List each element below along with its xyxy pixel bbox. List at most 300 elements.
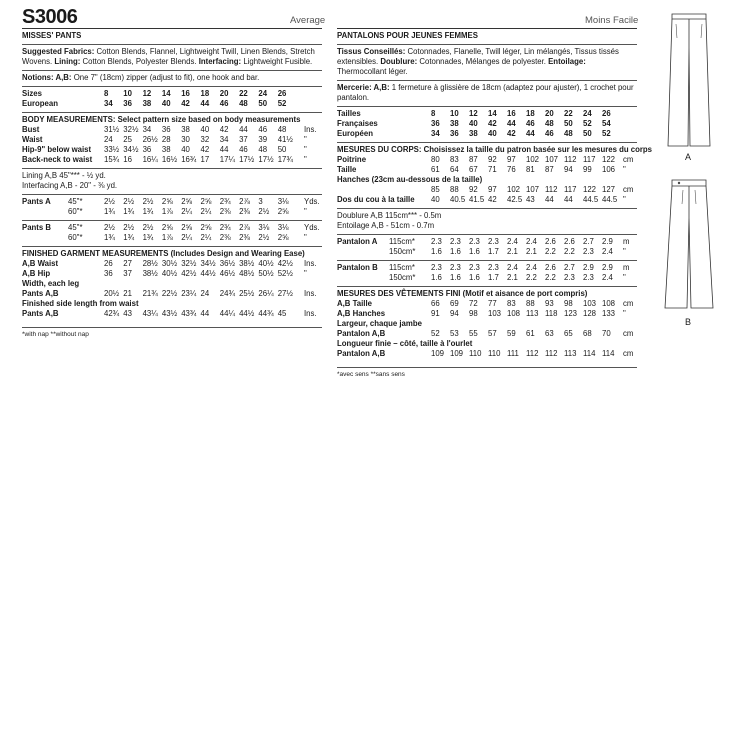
table-cell: 2⅝ xyxy=(277,207,289,216)
unit: Yds. xyxy=(304,197,320,206)
table-cell: 2½ xyxy=(104,197,115,206)
table-cell: 34½ xyxy=(123,145,139,154)
table-cell: 1¾ xyxy=(104,233,115,242)
table-cell: 46 xyxy=(526,119,535,128)
table-cell: 2⅜ xyxy=(239,233,250,242)
table-cell: 17¾ xyxy=(277,155,293,164)
table-cell: 10 xyxy=(123,89,132,98)
table-cell: 15¾ xyxy=(104,155,120,164)
unit: " xyxy=(304,155,307,164)
table-cell: 52 xyxy=(602,129,611,138)
table-cell: 2.2 xyxy=(545,273,556,282)
finished-row xyxy=(337,299,637,309)
unit: " xyxy=(304,269,307,278)
table-cell: 12 xyxy=(469,109,478,118)
side-length-label: Longueur finie – côté, taille à l'ourlet xyxy=(337,339,473,348)
fabric-width: 150cm* xyxy=(389,247,416,256)
yardage-row xyxy=(22,207,322,217)
table-cell: 38½ xyxy=(239,259,255,268)
section-divider xyxy=(22,246,322,247)
table-cell: 2.1 xyxy=(507,247,518,256)
section-title: MISSES' PANTS xyxy=(22,31,82,40)
table-cell: 26 xyxy=(104,259,113,268)
table-cell: 2.6 xyxy=(545,263,556,272)
table-cell: 108 xyxy=(602,299,616,308)
english-column xyxy=(22,31,322,340)
table-cell: 94 xyxy=(450,309,459,318)
fabric-width: 150cm* xyxy=(389,273,416,282)
table-cell: 36 xyxy=(431,119,440,128)
table-cell: 28½ xyxy=(142,259,158,268)
unit: cm xyxy=(623,155,634,164)
text-span: Doublure: xyxy=(380,57,418,66)
table-cell: 48 xyxy=(564,129,573,138)
table-cell: 2½ xyxy=(104,223,115,232)
table-cell: 14 xyxy=(488,109,497,118)
table-cell: 44 xyxy=(219,145,229,154)
table-cell: 91 xyxy=(431,309,440,318)
section-divider xyxy=(22,70,322,71)
table-cell: 114 xyxy=(602,349,615,358)
table-cell: 40 xyxy=(488,129,497,138)
table-cell: 44 xyxy=(507,119,516,128)
fabric-width: 45"* xyxy=(68,197,83,206)
text-span: Cotonnades, Flanelle, Twill léger, Lin mélangés, Tissus tissés extensibles. xyxy=(337,47,619,66)
table-cell: 50 xyxy=(277,145,287,154)
sizes-row xyxy=(22,89,322,99)
table-cell: 44 xyxy=(200,99,210,108)
table-cell: 2.3 xyxy=(450,237,461,246)
figure-b-label: B xyxy=(685,317,692,327)
table-cell: 3⅛ xyxy=(277,197,289,206)
table-cell: 93 xyxy=(545,299,554,308)
table-cell: 30½ xyxy=(161,259,178,268)
width-label: Width, each leg xyxy=(22,279,80,288)
table-cell: 2⅝ xyxy=(161,223,173,232)
table-cell: 103 xyxy=(488,309,502,318)
table-cell: 46 xyxy=(258,125,268,134)
text-span: Lining: xyxy=(54,57,81,66)
table-cell: 20 xyxy=(545,109,554,118)
table-cell: 42 xyxy=(507,129,516,138)
table-cell: 2.4 xyxy=(507,263,518,272)
table-cell: 1.6 xyxy=(431,247,442,256)
table-cell: 14 xyxy=(161,89,171,98)
table-cell: 2.3 xyxy=(431,263,442,272)
table-cell: 110 xyxy=(488,349,501,358)
row-label: Dos du cou à la taille xyxy=(337,195,415,204)
row-label: Back-neck to waist xyxy=(22,155,93,164)
table-cell: 2⅜ xyxy=(219,233,231,242)
table-cell: 92 xyxy=(469,185,478,194)
table-cell: 8 xyxy=(104,89,109,98)
table-cell: 33½ xyxy=(104,145,120,154)
table-cell: 83 xyxy=(450,155,459,164)
table-cell: 98 xyxy=(469,309,478,318)
table-cell: 25 xyxy=(123,135,132,144)
table-cell: 2.9 xyxy=(583,263,594,272)
table-cell: 2.2 xyxy=(545,247,556,256)
table-cell: 2.4 xyxy=(602,273,613,282)
row-label: Pantalon B xyxy=(337,263,378,272)
interfacing-yardage: Interfacing A,B - 20" - ⅜ yd. xyxy=(22,181,118,190)
table-cell: 44¾ xyxy=(258,309,274,318)
table-cell: 37 xyxy=(123,269,132,278)
unit: m xyxy=(623,263,630,272)
table-cell: 106 xyxy=(602,165,616,174)
table-cell: 1.7 xyxy=(488,247,499,256)
table-cell: 23¼ xyxy=(181,289,197,298)
table-cell: 1.7 xyxy=(488,273,499,282)
table-cell: 2⅞ xyxy=(239,223,250,232)
table-cell: 38½ xyxy=(142,269,158,278)
body-row xyxy=(22,135,322,145)
table-cell: 52 xyxy=(277,99,287,108)
section-divider xyxy=(337,80,637,81)
garment-illustrations xyxy=(655,8,725,338)
body-row xyxy=(22,125,322,135)
text-span: Tissus Conseillés: xyxy=(337,47,406,56)
table-cell: 110 xyxy=(469,349,482,358)
table-cell: 1.6 xyxy=(431,273,442,282)
table-cell: 26 xyxy=(277,89,287,98)
back-neck-row xyxy=(337,195,637,205)
table-cell: 41½ xyxy=(277,135,293,144)
table-cell: 22 xyxy=(239,89,248,98)
table-cell: 65 xyxy=(564,329,573,338)
table-cell: 68 xyxy=(583,329,592,338)
table-cell: 42 xyxy=(488,195,497,204)
table-cell: 2¾ xyxy=(219,197,231,206)
table-cell: 55 xyxy=(469,329,478,338)
section-divider xyxy=(337,260,637,261)
table-cell: 67 xyxy=(469,165,478,174)
table-cell: 123 xyxy=(564,309,578,318)
table-cell: 43¾ xyxy=(181,309,197,318)
table-cell: 42 xyxy=(200,145,210,154)
table-cell: 76 xyxy=(507,165,516,174)
table-cell: 21 xyxy=(123,289,132,298)
table-cell: 113 xyxy=(564,349,577,358)
table-cell: 99 xyxy=(583,165,592,174)
table-cell: 42 xyxy=(488,119,497,128)
table-cell: 24 xyxy=(583,109,592,118)
yardage-row xyxy=(22,223,322,233)
row-label: Pantalon A xyxy=(337,237,378,246)
table-cell: 44 xyxy=(564,195,573,204)
table-cell: 69 xyxy=(450,299,459,308)
table-cell: 43 xyxy=(526,195,535,204)
interfacing-yardage: Entoilage A,B - 51cm - 0.7m xyxy=(337,221,435,230)
table-cell: 87 xyxy=(469,155,478,164)
unit: Ins. xyxy=(304,309,317,318)
table-cell: 17 xyxy=(200,155,210,164)
table-cell: 36 xyxy=(123,99,132,108)
table-cell: 50 xyxy=(258,99,268,108)
table-cell: 72 xyxy=(469,299,478,308)
section-divider xyxy=(337,286,637,287)
table-cell: 24¾ xyxy=(219,289,235,298)
unit: " xyxy=(304,233,307,242)
unit: " xyxy=(304,207,307,216)
table-cell: 113 xyxy=(526,309,539,318)
figure-a-label: A xyxy=(685,152,692,162)
table-cell: 36 xyxy=(142,145,152,154)
row-label: European xyxy=(22,99,58,108)
section-divider xyxy=(22,44,322,45)
table-cell: 21¾ xyxy=(142,289,158,298)
table-cell: 17½ xyxy=(258,155,274,164)
table-cell: 2¼ xyxy=(200,233,212,242)
table-cell: 61 xyxy=(526,329,535,338)
table-cell: 40 xyxy=(431,195,440,204)
table-cell: 42 xyxy=(219,125,229,134)
table-cell: 2⅞ xyxy=(239,197,250,206)
unit: " xyxy=(304,135,307,144)
table-cell: 22 xyxy=(564,109,573,118)
table-cell: 16 xyxy=(181,89,190,98)
table-cell: 28 xyxy=(161,135,171,144)
table-cell: 32½ xyxy=(123,125,139,134)
table-cell: 48½ xyxy=(239,269,255,278)
table-cell: 80 xyxy=(431,155,440,164)
fabric-width: 60"* xyxy=(68,207,83,216)
table-cell: 2¼ xyxy=(200,207,212,216)
table-cell: 112 xyxy=(545,185,558,194)
row-label: Pants A,B xyxy=(22,309,59,318)
row-label: Bust xyxy=(22,125,40,134)
table-cell: 3⅛ xyxy=(277,223,289,232)
table-cell: 2.2 xyxy=(526,273,537,282)
table-cell: 57 xyxy=(488,329,497,338)
table-cell: 108 xyxy=(507,309,521,318)
table-cell: 42¾ xyxy=(104,309,120,318)
pattern-number: S3006 xyxy=(22,6,78,28)
table-cell: 2.3 xyxy=(564,273,575,282)
unit: Yds. xyxy=(304,223,320,232)
lining-yardage: Lining A,B 45"*** - ½ yd. xyxy=(22,171,106,180)
lining-yardage: Doublure A,B 115cm*** - 0.5m xyxy=(337,211,442,220)
table-cell: 2.3 xyxy=(450,263,461,272)
fabric-width: 45"* xyxy=(68,223,83,232)
section-title: PANTALONS POUR JEUNES FEMMES xyxy=(337,31,478,40)
row-label: Sizes xyxy=(22,89,42,98)
table-cell: 2.9 xyxy=(602,237,613,246)
unit: " xyxy=(623,273,626,282)
hip-row xyxy=(337,185,637,195)
table-cell: 2½ xyxy=(142,223,154,232)
table-cell: 2¼ xyxy=(181,233,193,242)
table-cell: 1.6 xyxy=(469,247,480,256)
table-cell: 34 xyxy=(104,99,113,108)
european-row xyxy=(337,129,637,139)
section-divider xyxy=(22,327,322,328)
table-cell: 97 xyxy=(507,155,516,164)
table-cell: 2.7 xyxy=(564,263,575,272)
table-cell: 20½ xyxy=(104,289,120,298)
yardage-row xyxy=(22,233,322,243)
table-cell: 10 xyxy=(450,109,459,118)
row-label: Françaises xyxy=(337,119,378,128)
table-cell: 40½ xyxy=(161,269,178,278)
text-span: Notions: A,B: xyxy=(22,73,72,82)
table-cell: 16¼ xyxy=(142,155,158,164)
table-cell: 2.4 xyxy=(526,263,537,272)
table-cell: 30 xyxy=(181,135,190,144)
row-label: Européen xyxy=(337,129,373,138)
text-span: Cotton Blends, Flannel, Lightweight Twill, Linen Blends, Stretch Wovens. xyxy=(22,47,315,66)
table-cell: 111 xyxy=(507,349,519,358)
unit: " xyxy=(623,195,626,204)
text-span: Lightweight Fusible. xyxy=(243,57,313,66)
table-cell: 40.5 xyxy=(450,195,466,204)
table-cell: 44 xyxy=(526,129,535,138)
table-cell: 2.3 xyxy=(488,237,499,246)
section-divider xyxy=(22,220,322,221)
table-cell: 46½ xyxy=(219,269,235,278)
table-cell: 1⅞ xyxy=(161,233,173,242)
yardage-row xyxy=(337,263,637,273)
pants-a-illustration xyxy=(668,14,710,146)
table-cell: 2.3 xyxy=(431,237,442,246)
table-cell: 61 xyxy=(431,165,440,174)
table-cell: 98 xyxy=(564,299,573,308)
table-cell: 1¾ xyxy=(123,233,135,242)
table-cell: 2.3 xyxy=(583,273,594,282)
text-span: One 7" (18cm) zipper (adjust to fit), one hook and bar. xyxy=(73,73,260,82)
table-cell: 26 xyxy=(602,109,611,118)
table-cell: 2½ xyxy=(123,197,135,206)
body-row xyxy=(337,155,637,165)
difficulty-english: Average xyxy=(290,15,326,26)
table-cell: 2⅝ xyxy=(181,197,193,206)
table-cell: 54 xyxy=(602,119,611,128)
finished-row xyxy=(22,269,322,279)
table-cell: 2½ xyxy=(258,207,270,216)
body-measurements-title: BODY MEASUREMENTS: Select pattern size based on body measurements xyxy=(22,115,301,124)
table-cell: 39 xyxy=(258,135,268,144)
table-cell: 50 xyxy=(564,119,573,128)
row-label: A,B Taille xyxy=(337,299,372,308)
unit: cm xyxy=(623,185,634,194)
table-cell: 107 xyxy=(526,185,540,194)
table-cell: 40 xyxy=(161,99,171,108)
unit: Ins. xyxy=(304,259,317,268)
table-cell: 48 xyxy=(258,145,268,154)
table-cell: 2¼ xyxy=(181,207,193,216)
table-cell: 2⅝ xyxy=(200,197,212,206)
table-cell: 109 xyxy=(450,349,464,358)
text-span: Mercerie: A,B: xyxy=(337,83,390,92)
table-cell: 36½ xyxy=(219,259,235,268)
header-rule-french xyxy=(337,28,637,29)
row-label: Tailles xyxy=(337,109,361,118)
table-cell: 22½ xyxy=(161,289,178,298)
table-cell: 107 xyxy=(545,155,559,164)
table-cell: 1¾ xyxy=(123,207,135,216)
table-cell: 112 xyxy=(526,349,539,358)
section-divider xyxy=(337,367,637,368)
table-cell: 46 xyxy=(239,145,248,154)
fabric-width: 115cm* xyxy=(389,263,415,272)
table-cell: 46 xyxy=(545,129,554,138)
body-row xyxy=(22,155,322,165)
table-cell: 2⅜ xyxy=(219,207,231,216)
table-cell: 2.4 xyxy=(602,247,613,256)
table-cell: 44.5 xyxy=(583,195,599,204)
fabric-width: 115cm* xyxy=(389,237,415,246)
table-cell: 32 xyxy=(200,135,210,144)
table-cell: 48 xyxy=(239,99,248,108)
text-span: Thermocollant léger. xyxy=(337,67,408,76)
table-cell: 31½ xyxy=(104,125,120,134)
text-span: Suggested Fabrics: xyxy=(22,47,95,56)
body-measurements-title: MESURES DU CORPS: Choisissez la taille du patron basée sur les mesures du corps xyxy=(337,145,652,154)
french-column xyxy=(337,31,652,380)
table-cell: 38 xyxy=(181,125,190,134)
row-label: Pants A,B xyxy=(22,289,59,298)
table-cell: 38 xyxy=(161,145,171,154)
table-cell: 2.3 xyxy=(469,263,480,272)
yardage-row xyxy=(337,273,637,283)
row-label: Pantalon A,B xyxy=(337,349,386,358)
table-cell: 117 xyxy=(564,185,577,194)
table-cell: 18 xyxy=(200,89,210,98)
table-cell: 24 xyxy=(104,135,113,144)
table-cell: 12 xyxy=(142,89,152,98)
table-cell: 85 xyxy=(431,185,440,194)
table-cell: 25½ xyxy=(239,289,255,298)
section-divider xyxy=(22,86,322,87)
table-cell: 44½ xyxy=(200,269,216,278)
table-cell: 122 xyxy=(583,185,597,194)
table-cell: 128 xyxy=(583,309,597,318)
table-cell: 77 xyxy=(488,299,497,308)
table-cell: 92 xyxy=(488,155,497,164)
table-cell: 2.3 xyxy=(469,237,480,246)
table-cell: 46 xyxy=(219,99,229,108)
section-divider xyxy=(337,106,637,107)
table-cell: 44 xyxy=(545,195,554,204)
body-row xyxy=(22,145,322,155)
unit: Ins. xyxy=(304,289,317,298)
footnote: *avec sens **sans sens xyxy=(337,371,405,378)
side-length-row xyxy=(22,309,322,319)
table-cell: 2.4 xyxy=(526,237,537,246)
section-divider xyxy=(337,142,637,143)
table-cell: 112 xyxy=(564,155,577,164)
table-cell: 32½ xyxy=(181,259,197,268)
section-divider xyxy=(22,168,322,169)
table-cell: 2.7 xyxy=(583,237,594,246)
table-cell: 70 xyxy=(602,329,611,338)
yardage-row xyxy=(22,197,322,207)
table-cell: 38 xyxy=(450,119,459,128)
table-cell: 1.6 xyxy=(469,273,480,282)
width-label: Largeur, chaque jambe xyxy=(337,319,422,328)
text-span: Cotonnades, Mélanges de polyester. xyxy=(419,57,546,66)
table-cell: 63 xyxy=(545,329,554,338)
table-cell: 2.6 xyxy=(545,237,556,246)
row-label: Pants B xyxy=(22,223,52,232)
table-cell: 2½ xyxy=(258,233,270,242)
table-cell: 36 xyxy=(450,129,459,138)
unit: cm xyxy=(623,349,634,358)
side-length-label: Finished side length from waist xyxy=(22,299,139,308)
table-cell: 16 xyxy=(123,155,132,164)
row-label: A,B Hanches xyxy=(337,309,386,318)
table-cell: 34 xyxy=(142,125,152,134)
